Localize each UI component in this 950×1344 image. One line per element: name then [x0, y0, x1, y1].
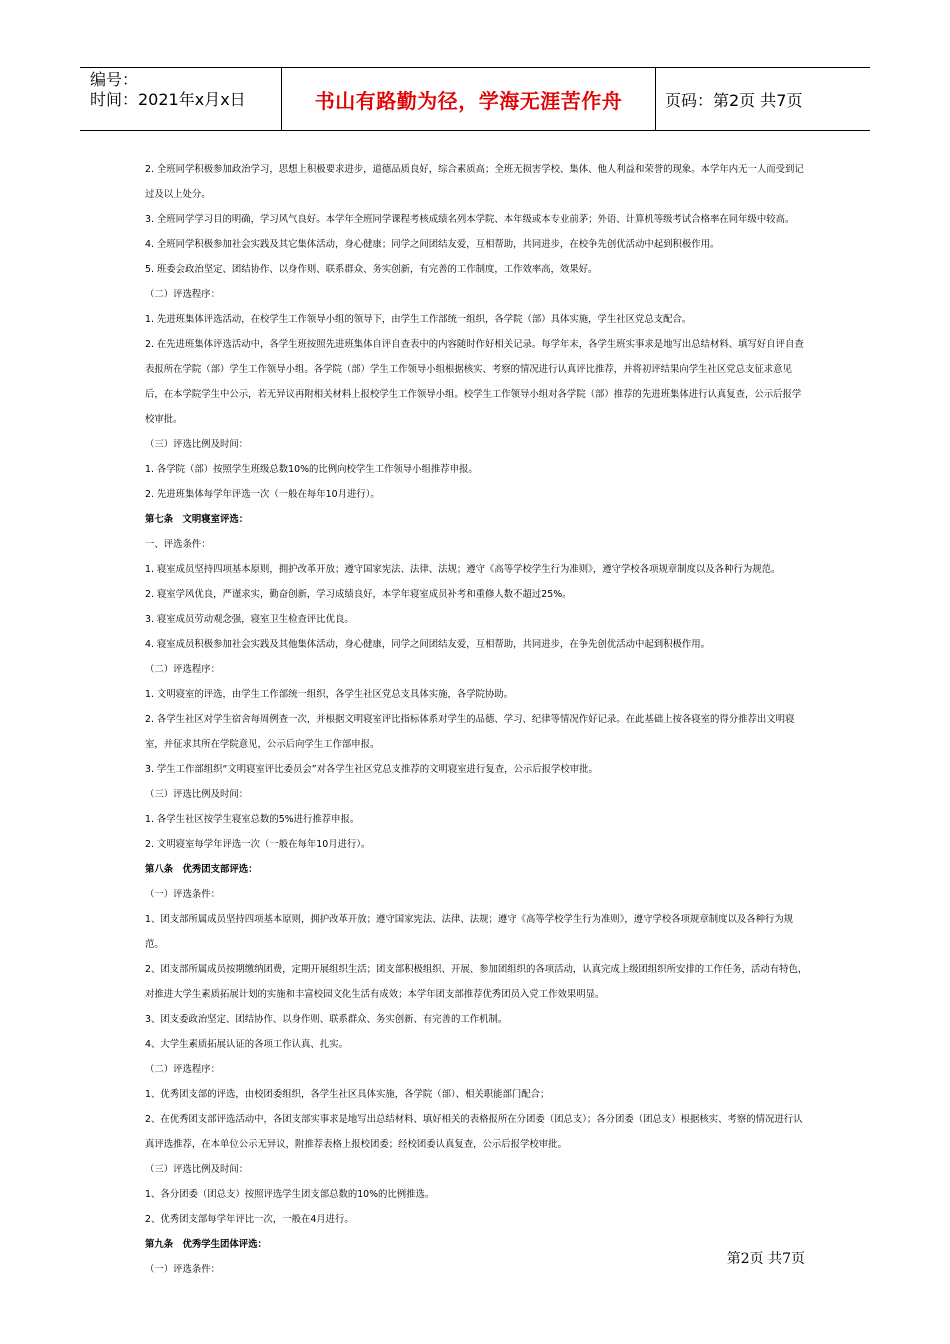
body-paragraph: 4. 寝室成员积极参加社会实践及其他集体活动，身心健康，同学之间团结友爱，互相帮助，共同进步，在争先创优活动中起到积极作用。	[145, 639, 711, 650]
body-paragraph: 3. 全班同学学习目的明确，学习风气良好。本学年全班同学课程考核成绩名列本学院、本年级或本专业前茅；外语、计算机等级考试合格率在同年级中较高。	[145, 214, 795, 225]
body-paragraph: 1、团支部所属成员坚持四项基本原则，拥护改革开放；遵守国家宪法、法律、法规；遵守《高等学校学生行为准则》，遵守学校各项规章制度以及各种行为规范。	[145, 914, 794, 950]
article-heading: 第八条 优秀团支部评选：	[145, 864, 258, 875]
section-subheading: 一、评选条件：	[145, 539, 211, 550]
section-subheading: （三）评选比例及时间：	[145, 439, 249, 450]
header-motto: 书山有路勤为径，学海无涯苦作舟	[281, 68, 656, 130]
body-paragraph: 2. 寝室学风优良，严谨求实，勤奋创新，学习成绩良好，本学年寝室成员补考和重修人数不超过25%。	[145, 589, 572, 600]
section-subheading: （一）评选条件：	[145, 1264, 221, 1275]
article-heading: 第七条 文明寝室评选：	[145, 514, 249, 525]
body-paragraph: 1. 寝室成员坚持四项基本原则，拥护改革开放；遵守国家宪法、法律、法规；遵守《高等学校学生行为准则》，遵守学校各项规章制度以及各种行为规范。	[145, 564, 781, 575]
body-paragraph: 4. 全班同学积极参加社会实践及其它集体活动，身心健康；同学之间团结友爱，互相帮助，共同进步，在校争先创优活动中起到积极作用。	[145, 239, 720, 250]
section-subheading: （二）评选程序：	[145, 1064, 221, 1075]
body-paragraph: 2. 全班同学积极参加政治学习，思想上积极要求进步，道德品质良好，综合素质高；全班无损害学校、集体、他人利益和荣誉的现象。本学年内无一人而受到记过及以上处分。	[145, 164, 804, 200]
body-paragraph: 1. 各学院（部）按照学生班级总数10%的比例向校学生工作领导小组推荐申报。	[145, 464, 478, 475]
body-paragraph: 1. 文明寝室的评选，由学生工作部统一组织，各学生社区党总支具体实施，各学院协助。	[145, 689, 514, 700]
section-subheading: （二）评选程序：	[145, 289, 221, 300]
page-header	[80, 67, 870, 131]
body-paragraph: 3. 寝室成员劳动观念强，寝室卫生检查评比优良。	[145, 614, 354, 625]
body-paragraph: 2. 在先进班集体评选活动中，各学生班按照先进班集体自评自查表中的内容随时作好相关记录。每学年末，各学生班实事求是地写出总结材料、填写好自评自查表报所在学院（部）学生工作领导小组。各学院（部）学生工作领导小组根据核实、考察的情况进行认真评比推荐，并将初评结果向学生社区党总支征求意见后，在本学院学生中公示，若无异议再附相关材料上报校学生工作领导小组。校学生工作领导小组对各学院（部）推荐的先进班集体进行认真复查，公示后报学校审批。	[145, 339, 804, 425]
body-paragraph: 3. 学生工作部组织“文明寝室评比委员会”对各学生社区党总支推荐的文明寝室进行复查，公示后报学校审批。	[145, 764, 598, 775]
doc-number-label: 编号：	[90, 70, 139, 89]
body-paragraph: 1、各分团委（团总支）按照评选学生团支部总数的10%的比例推选。	[145, 1189, 435, 1200]
header-meta	[90, 70, 280, 110]
body-paragraph: 2、团支部所属成员按期缴纳团费，定期开展组织生活；团支部积极组织、开展、参加团组织的各项活动，认真完成上级团组织所安排的工作任务，活动有特色，对推进大学生素质拓展计划的实施和丰富校园文化生活有成效；本学年团支部推荐优秀团员入党工作效果明显。	[145, 964, 808, 1000]
document-body	[145, 157, 810, 1282]
body-paragraph: 3、团支委政治坚定、团结协作、以身作则、联系群众、务实创新、有完善的工作机制。	[145, 1014, 508, 1025]
page-footer: 第2页 共7页	[726, 1251, 805, 1267]
section-subheading: （一）评选条件：	[145, 889, 221, 900]
header-page-number: 页码：第2页 共7页	[665, 90, 803, 110]
body-paragraph: 1. 先进班集体评选活动，在校学生工作领导小组的领导下，由学生工作部统一组织，各学院（部）具体实施，学生社区党总支配合。	[145, 314, 692, 325]
body-paragraph: 5. 班委会政治坚定、团结协作、以身作则、联系群众、务实创新，有完善的工作制度，工作效率高，效果好。	[145, 264, 598, 275]
body-paragraph: 1. 各学生社区按学生寝室总数的5%进行推荐申报。	[145, 814, 360, 825]
article-heading: 第九条 优秀学生团体评选：	[145, 1239, 267, 1250]
body-paragraph: 2、优秀团支部每学年评比一次，一般在4月进行。	[145, 1214, 354, 1225]
body-paragraph: 4、大学生素质拓展认证的各项工作认真、扎实。	[145, 1039, 348, 1050]
section-subheading: （三）评选比例及时间：	[145, 789, 249, 800]
body-paragraph: 2. 文明寝室每学年评选一次（一般在每年10月进行）。	[145, 839, 371, 850]
body-paragraph: 2. 各学生社区对学生宿舍每周例查一次，并根据文明寝室评比指标体系对学生的品德、学习、纪律等情况作好记录。在此基础上按各寝室的得分推荐出文明寝室，并征求其所在学院意见，公示后向学生工作部申报。	[145, 714, 795, 750]
section-subheading: （二）评选程序：	[145, 664, 221, 675]
section-subheading: （三）评选比例及时间：	[145, 1164, 249, 1175]
body-paragraph: 2. 先进班集体每学年评选一次（一般在每年10月进行）。	[145, 489, 380, 500]
doc-time-label: 时间：2021年x月x日	[90, 90, 246, 109]
body-paragraph: 2、在优秀团支部评选活动中，各团支部实事求是地写出总结材料、填好相关的表格报所在分团委（团总支）；各分团委（团总支）根据核实、考察的情况进行认真评选推荐，在本单位公示无异议，附推荐表格上报校团委；经校团委认真复查，公示后报学校审批。	[145, 1114, 803, 1150]
body-paragraph: 1、优秀团支部的评选，由校团委组织，各学生社区具体实施，各学院（部）、相关职能部门配合；	[145, 1089, 550, 1100]
